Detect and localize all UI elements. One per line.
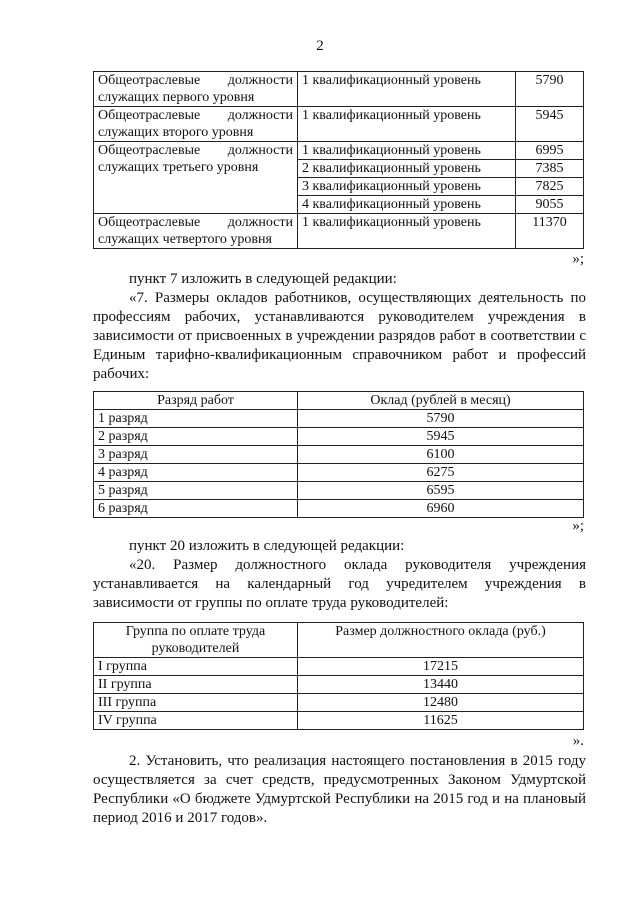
- label-cell: 1 разряд: [94, 410, 298, 428]
- table-row: [94, 676, 584, 694]
- value-cell: 17215: [298, 658, 584, 676]
- paragraph-p20-text: «20. Размер должностного оклада руководителя учреждения устанавливается на календарный год учредителем учреждения в зависимости от группы по оплате труда руководителей:: [93, 557, 586, 611]
- value-cell: 5790: [298, 410, 584, 428]
- category-cell: Общеотраслевые должности служащих второго уровня: [94, 107, 298, 142]
- table-row: [94, 694, 584, 712]
- table-row: [94, 482, 584, 500]
- level-cell: 1 квалификационный уровень: [298, 214, 516, 249]
- category-cell: Общеотраслевые должности служащих четвертого уровня: [94, 214, 298, 249]
- table-row: [94, 107, 584, 142]
- salary-cell: 11370: [516, 214, 584, 249]
- value-cell: 5945: [298, 428, 584, 446]
- label-cell: 5 разряд: [94, 482, 298, 500]
- table-row: [94, 410, 584, 428]
- table-row: [94, 142, 584, 160]
- label-cell: IV группа: [94, 712, 298, 730]
- work-grade-salary-table: [93, 391, 584, 518]
- value-cell: 6960: [298, 500, 584, 518]
- table-row: [94, 712, 584, 730]
- level-cell: 1 квалификационный уровень: [298, 142, 516, 160]
- salary-cell: 9055: [516, 196, 584, 214]
- label-cell: 2 разряд: [94, 428, 298, 446]
- table-header-cell: Размер должностного оклада (руб.): [298, 623, 584, 658]
- value-cell: 11625: [298, 712, 584, 730]
- salary-cell: 5945: [516, 107, 584, 142]
- table2-closing-quote: »;: [572, 518, 584, 534]
- table-row: [94, 72, 584, 107]
- table-row: [94, 214, 584, 249]
- level-cell: 4 квалификационный уровень: [298, 196, 516, 214]
- value-cell: 6595: [298, 482, 584, 500]
- table-row: [94, 446, 584, 464]
- level-cell: 2 квалификационный уровень: [298, 160, 516, 178]
- label-cell: 6 разряд: [94, 500, 298, 518]
- table-row: [94, 500, 584, 518]
- category-cell: Общеотраслевые должности служащих третьего уровня: [94, 142, 298, 214]
- table1-closing-quote: »;: [572, 251, 584, 267]
- label-cell: 3 разряд: [94, 446, 298, 464]
- label-cell: 4 разряд: [94, 464, 298, 482]
- salary-cell: 7825: [516, 178, 584, 196]
- page-number: 2: [316, 38, 324, 54]
- manager-group-salary-table: [93, 622, 584, 730]
- value-cell: 13440: [298, 676, 584, 694]
- table-row: [94, 658, 584, 676]
- level-cell: 3 квалификационный уровень: [298, 178, 516, 196]
- label-cell: II группа: [94, 676, 298, 694]
- table-row: [94, 428, 584, 446]
- label-cell: III группа: [94, 694, 298, 712]
- label-cell: I группа: [94, 658, 298, 676]
- level-cell: 1 квалификационный уровень: [298, 72, 516, 107]
- value-cell: 6275: [298, 464, 584, 482]
- level-cell: 1 квалификационный уровень: [298, 107, 516, 142]
- salary-cell: 5790: [516, 72, 584, 107]
- qualification-salary-table: [93, 71, 584, 249]
- value-cell: 12480: [298, 694, 584, 712]
- paragraph-p20-intro: пункт 20 изложить в следующей редакции:: [129, 538, 405, 554]
- value-cell: 6100: [298, 446, 584, 464]
- table-header-cell: Оклад (рублей в месяц): [298, 392, 584, 410]
- table-header-cell: Группа по оплате труда руководителей: [94, 623, 298, 658]
- category-cell: Общеотраслевые должности служащих первого уровня: [94, 72, 298, 107]
- paragraph-2: 2. Установить, что реализация настоящего постановления в 2015 году осуществляется за счет средств, предусмотренных Законом Удмуртской Республики «О бюджете Удмуртской Республики на 2015 год и на плановый период 2016 и 2017 годов».: [93, 753, 586, 826]
- paragraph-p7-intro: пункт 7 изложить в следующей редакции:: [129, 271, 397, 287]
- paragraph-p7-text: «7. Размеры окладов работников, осуществляющих деятельность по профессиям рабочих, устанавливаются руководителем учреждения в зависимости от присвоенных в учреждении разрядов работ в соответствии с Единым тарифно-квалификационным справочником работ и профессий рабочих:: [93, 290, 586, 382]
- table-header-cell: Разряд работ: [94, 392, 298, 410]
- table-row: [94, 464, 584, 482]
- salary-cell: 7385: [516, 160, 584, 178]
- salary-cell: 6995: [516, 142, 584, 160]
- table3-closing-quote: ».: [572, 733, 584, 749]
